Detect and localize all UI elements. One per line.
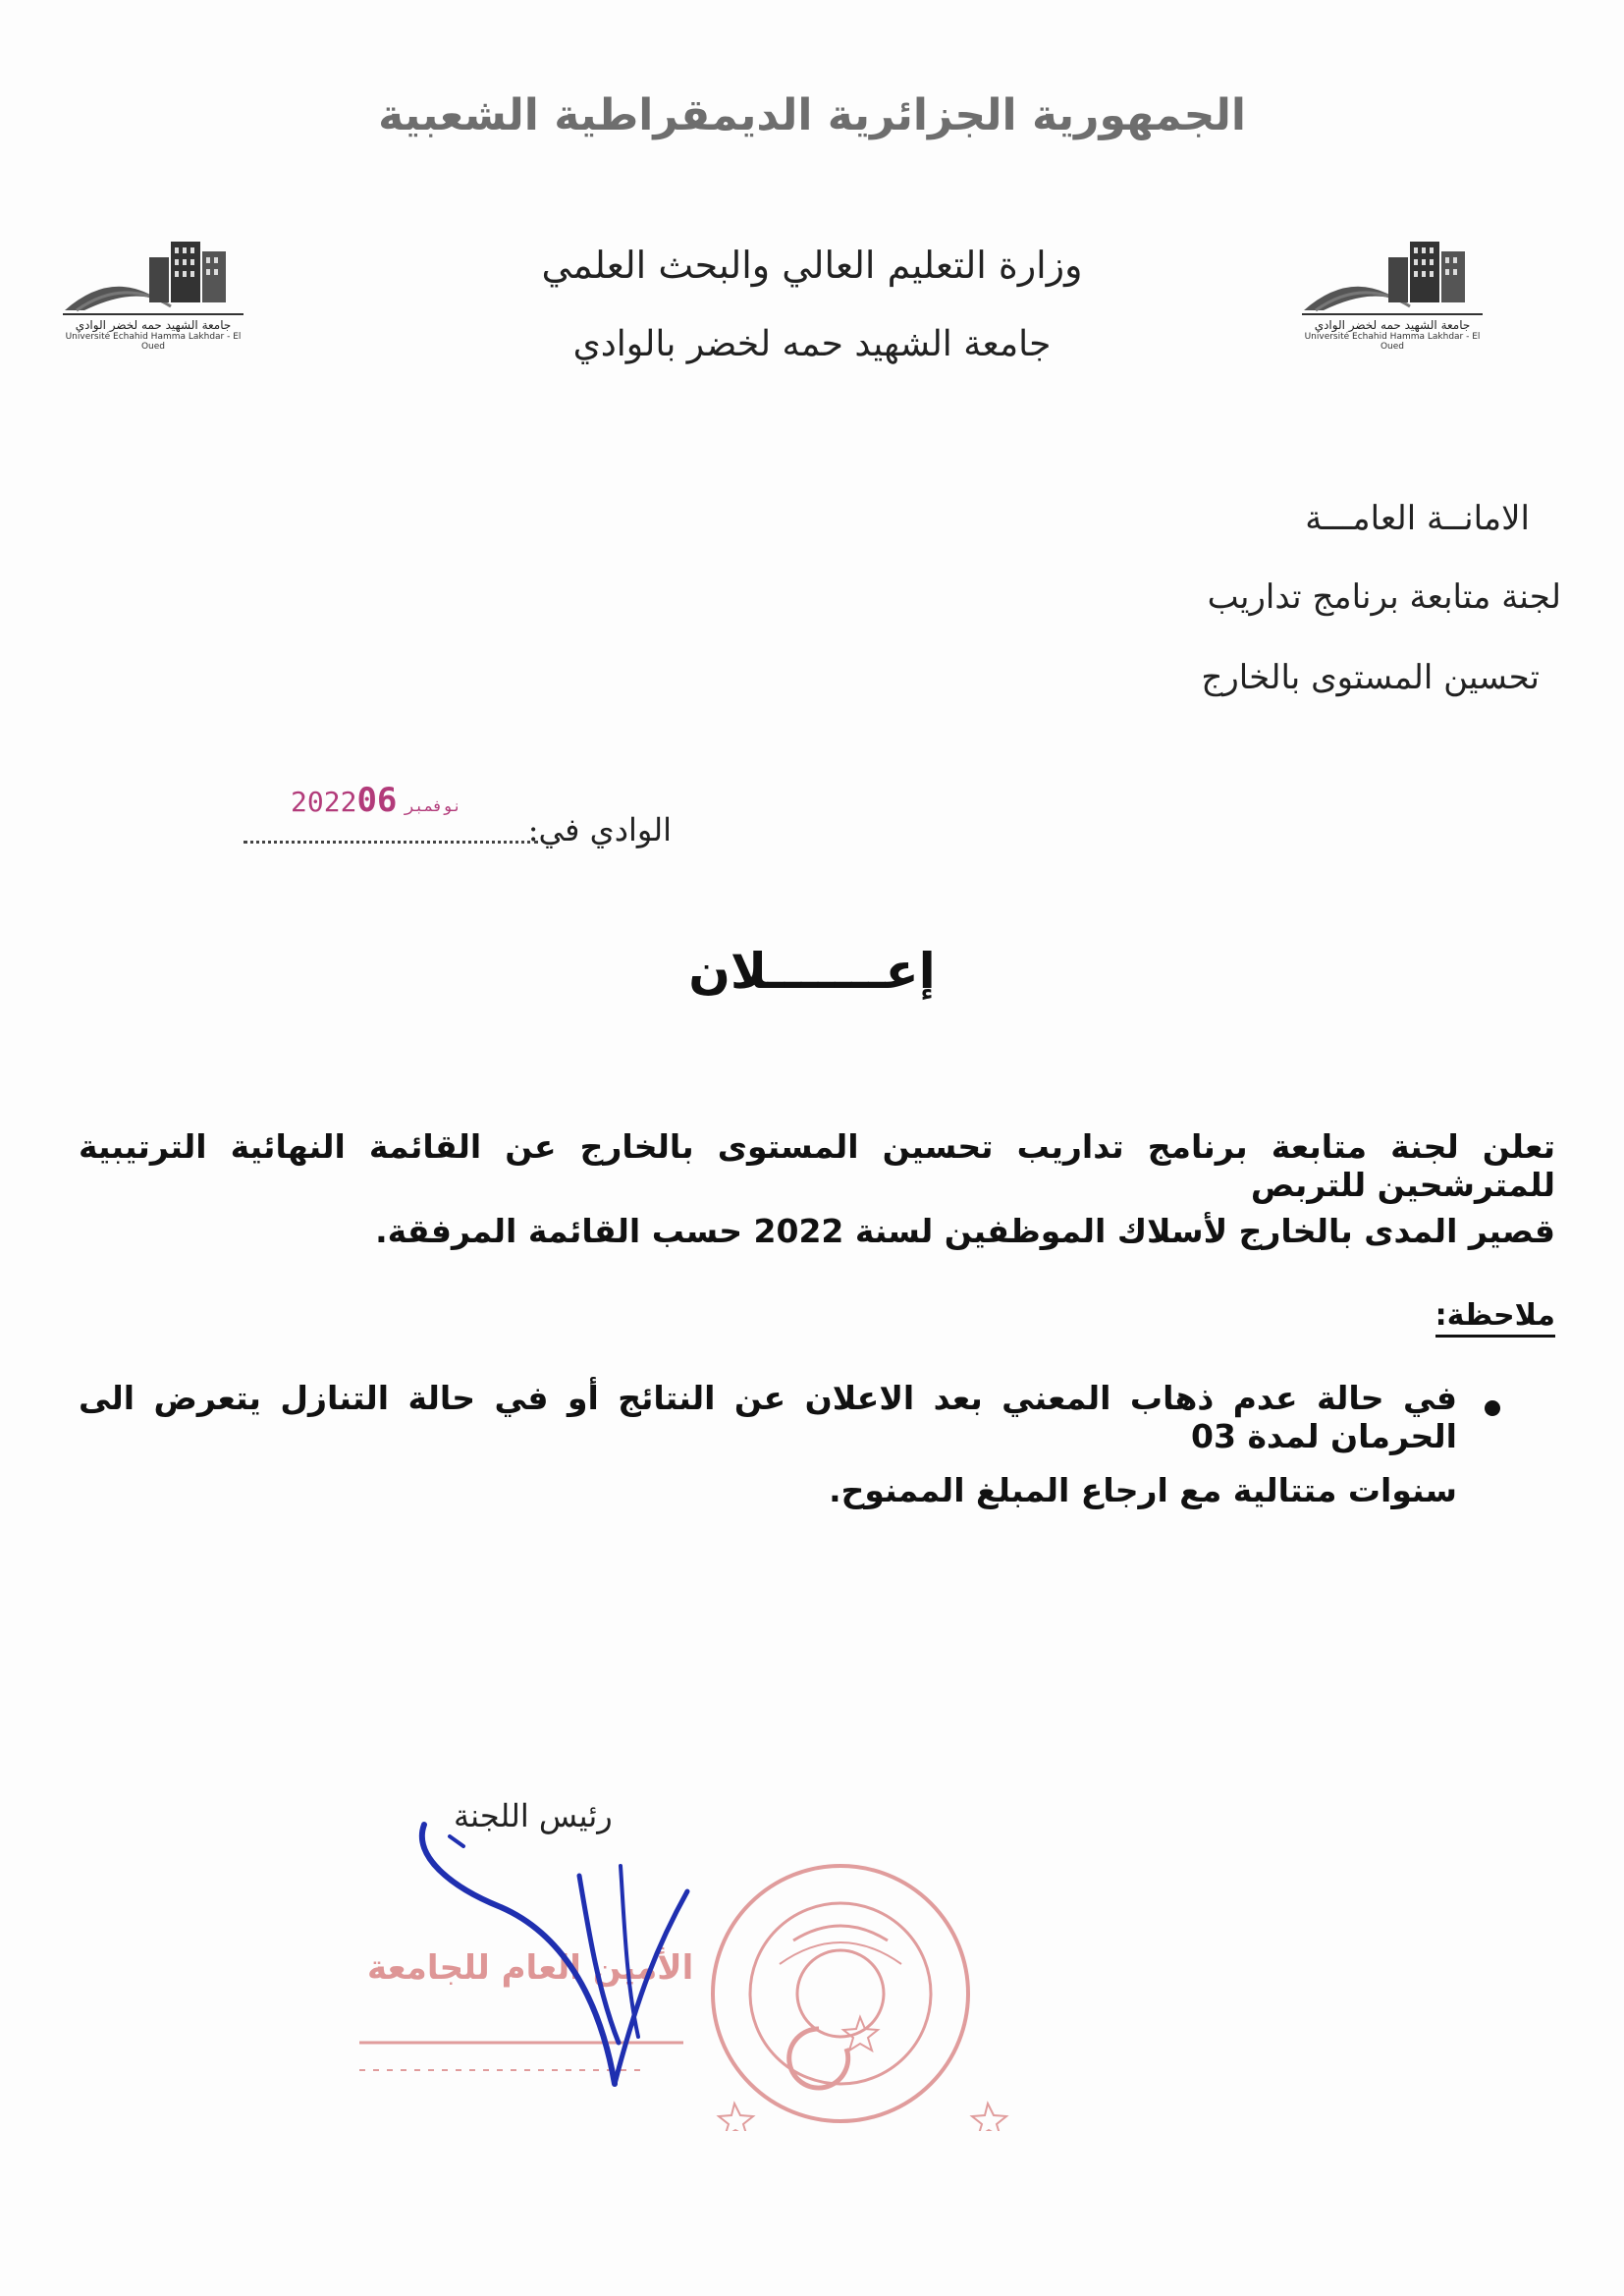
- handwritten-signature-icon: [393, 1797, 727, 2092]
- date-stamp-year: 2022: [291, 786, 357, 818]
- logo-caption-latin: Université Echahid Hamma Lakhdar - El Oued: [1304, 332, 1481, 352]
- announcement-body-line2: قصير المدى بالخارج لأسلاك الموظفين لسنة 2022 حسب القائمة المرفقة.: [375, 1212, 1555, 1250]
- note-label: ملاحظة:: [1435, 1298, 1555, 1338]
- date-stamp-month: نوفمبر: [405, 796, 462, 815]
- logo-caption: جامعة الشهيد حمه لخضر الوادي: [75, 318, 232, 332]
- place-date-dotted-line: [244, 841, 538, 844]
- logo-caption: جامعة الشهيد حمه لخضر الوادي: [1314, 318, 1471, 332]
- university-logo-left: [55, 228, 251, 352]
- general-secretariat: الامانــة العامـــة: [1305, 499, 1530, 538]
- university-logo-icon: [1294, 228, 1490, 318]
- stamp-label: الأمين العام للجامعة: [367, 1948, 694, 1988]
- university-logo-icon: [55, 228, 251, 318]
- note-item-line2: سنوات متتالية مع ارجاع المبلغ الممنوح.: [829, 1471, 1457, 1509]
- announcement-body-line1: تعلن لجنة متابعة برنامج تداريب تحسين المستوى بالخارج عن القائمة النهائية الترتيبية للمترشحين للتربص: [79, 1127, 1555, 1204]
- bullet-icon: [1485, 1400, 1500, 1416]
- announcement-title: إعـــــــلان: [688, 943, 936, 1000]
- republic-header: الجمهورية الجزائرية الديمقراطية الشعبية: [378, 90, 1246, 140]
- logo-caption-latin: Université Echahid Hamma Lakhdar - El Oued: [65, 332, 242, 352]
- date-stamp-day: 06: [356, 781, 398, 820]
- ministry-name: وزارة التعليم العالي والبحث العلمي: [541, 244, 1083, 287]
- place-date-label: الوادي في:: [527, 811, 672, 848]
- committee-name-line2: تحسين المستوى بالخارج: [1201, 658, 1540, 697]
- university-logo-right: [1294, 228, 1490, 352]
- note-item-line1: في حالة عدم ذهاب المعني بعد الاعلان عن النتائج أو في حالة التنازل يتعرض الى الحرمان لمدة 03: [79, 1379, 1457, 1455]
- committee-name-line1: لجنة متابعة برنامج تداريب: [1207, 577, 1561, 617]
- university-name: جامعة الشهيد حمه لخضر بالوادي: [572, 324, 1052, 364]
- committee-chair-label: رئيس اللجنة: [454, 1797, 613, 1834]
